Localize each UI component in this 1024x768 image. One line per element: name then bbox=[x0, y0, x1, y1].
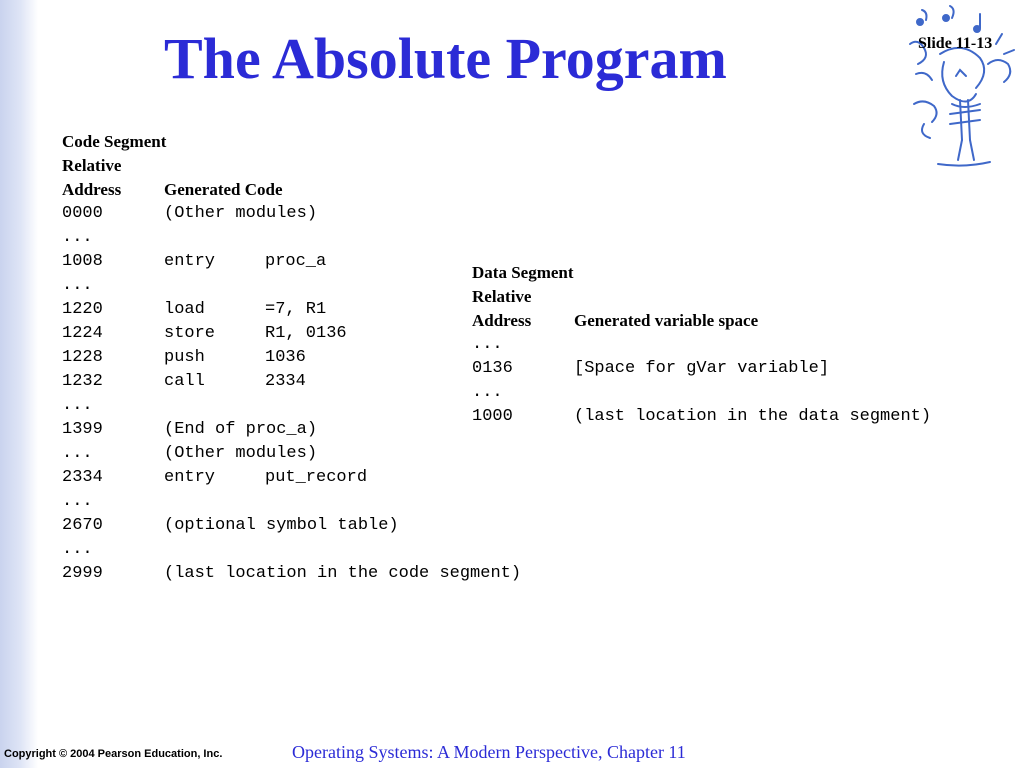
code-address: 1008 bbox=[62, 252, 103, 271]
code-row bbox=[62, 562, 521, 586]
code-row bbox=[62, 226, 521, 250]
code-header-row bbox=[62, 178, 521, 202]
code-instruction: call bbox=[164, 372, 205, 391]
code-instruction: load bbox=[164, 300, 205, 319]
code-instruction: entry bbox=[164, 252, 216, 271]
data-address: 1000 bbox=[472, 407, 513, 426]
code-segment bbox=[62, 130, 521, 586]
code-row bbox=[62, 346, 521, 370]
data-segment bbox=[472, 261, 931, 429]
code-row bbox=[62, 466, 521, 490]
code-address: 1228 bbox=[62, 348, 103, 367]
code-argument: proc_a bbox=[265, 252, 327, 271]
data-header-generated: Generated variable space bbox=[574, 311, 759, 330]
code-address: ... bbox=[62, 540, 93, 559]
data-description: [Space for gVar variable] bbox=[574, 359, 830, 378]
code-row bbox=[62, 490, 521, 514]
data-header-relative: Relative bbox=[472, 287, 532, 306]
code-row bbox=[62, 370, 521, 394]
code-argument: R1, 0136 bbox=[265, 324, 347, 343]
left-gradient-band bbox=[0, 0, 38, 768]
data-header-row bbox=[472, 309, 931, 333]
code-address: ... bbox=[62, 228, 93, 247]
code-header-generated: Generated Code bbox=[164, 180, 283, 199]
code-argument: 2334 bbox=[265, 372, 306, 391]
code-instruction: (Other modules) bbox=[164, 204, 318, 223]
code-row bbox=[62, 418, 521, 442]
code-instruction: (Other modules) bbox=[164, 444, 318, 463]
code-instruction: (optional symbol table) bbox=[164, 516, 399, 535]
footer-text: Operating Systems: A Modern Perspective, Chapter 11 bbox=[292, 742, 686, 762]
code-instruction: entry bbox=[164, 468, 216, 487]
code-argument: 1036 bbox=[265, 348, 306, 367]
code-row bbox=[62, 514, 521, 538]
code-row bbox=[62, 538, 521, 562]
data-row bbox=[472, 357, 931, 381]
code-row bbox=[62, 202, 521, 226]
code-address: ... bbox=[62, 444, 93, 463]
code-address: ... bbox=[62, 492, 93, 511]
code-instruction: (last location in the code segment) bbox=[164, 564, 522, 583]
copyright-notice: Copyright © 2004 Pearson Education, Inc. bbox=[4, 748, 223, 760]
code-argument: =7, R1 bbox=[265, 300, 327, 319]
code-address: 2999 bbox=[62, 564, 103, 583]
code-address: 2334 bbox=[62, 468, 103, 487]
code-row bbox=[62, 250, 521, 274]
data-row bbox=[472, 381, 931, 405]
data-row bbox=[472, 405, 931, 429]
code-rows bbox=[62, 202, 521, 586]
code-argument: put_record bbox=[265, 468, 368, 487]
code-row bbox=[62, 322, 521, 346]
code-instruction: store bbox=[164, 324, 216, 343]
slide-number: Slide 11-13 bbox=[918, 35, 993, 52]
code-address: 0000 bbox=[62, 204, 103, 223]
code-address: ... bbox=[62, 396, 93, 415]
code-address: 2670 bbox=[62, 516, 103, 535]
code-header-address: Address bbox=[62, 180, 122, 199]
code-instruction: (End of proc_a) bbox=[164, 420, 318, 439]
code-address: 1232 bbox=[62, 372, 103, 391]
code-address: 1220 bbox=[62, 300, 103, 319]
data-header-address: Address bbox=[472, 311, 532, 330]
data-address: ... bbox=[472, 383, 503, 402]
data-description: (last location in the data segment) bbox=[574, 407, 932, 426]
data-segment-title: Data Segment bbox=[472, 263, 574, 282]
data-rows bbox=[472, 333, 931, 429]
code-row bbox=[62, 442, 521, 466]
slide-title: The Absolute Program bbox=[164, 26, 727, 91]
code-row bbox=[62, 298, 521, 322]
musician-clipart-icon bbox=[900, 4, 1018, 172]
code-row bbox=[62, 394, 521, 418]
code-row bbox=[62, 274, 521, 298]
data-row bbox=[472, 333, 931, 357]
code-address: 1399 bbox=[62, 420, 103, 439]
code-header-relative: Relative bbox=[62, 156, 122, 175]
code-instruction: push bbox=[164, 348, 205, 367]
data-address: ... bbox=[472, 335, 503, 354]
code-address: ... bbox=[62, 276, 93, 295]
data-address: 0136 bbox=[472, 359, 513, 378]
code-address: 1224 bbox=[62, 324, 103, 343]
code-segment-title: Code Segment bbox=[62, 132, 167, 151]
